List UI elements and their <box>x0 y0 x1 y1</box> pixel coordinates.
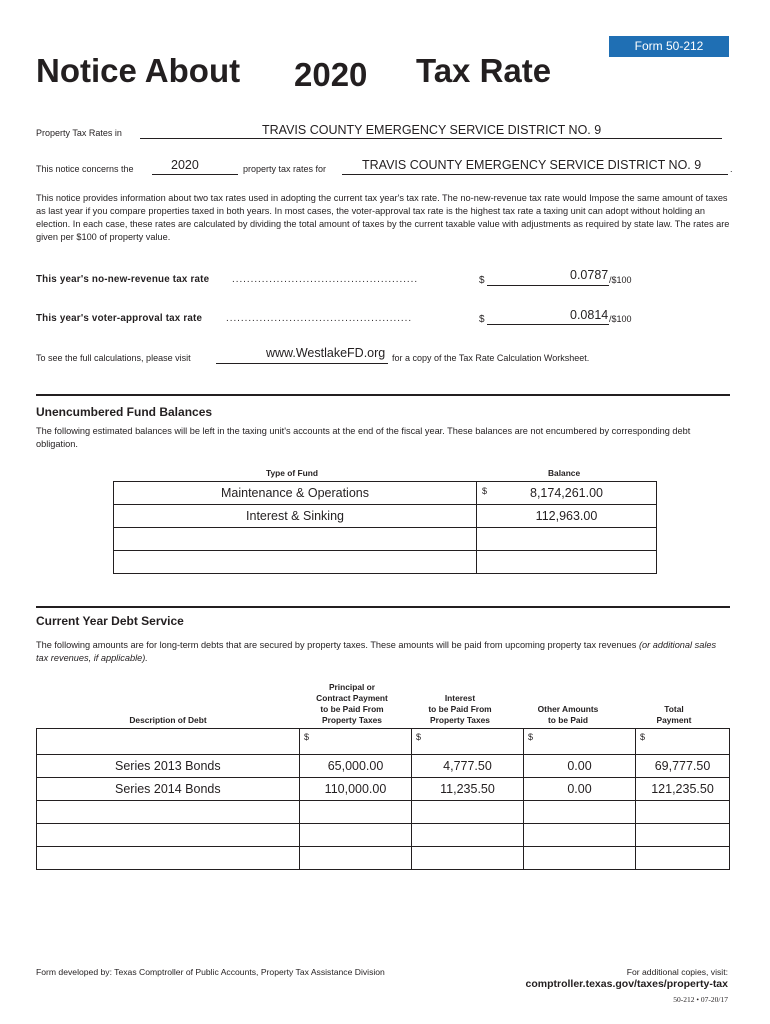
debt-desc-cell[interactable] <box>37 824 300 847</box>
debt-col-total <box>620 704 728 726</box>
fund-balance-cell[interactable] <box>477 482 657 505</box>
debt-col-principal-line: Contract Payment <box>316 693 388 703</box>
debt-desc-cell[interactable] <box>37 847 300 870</box>
table-row <box>114 528 657 551</box>
fund-table <box>113 481 657 574</box>
no-new-revenue-rate-field[interactable]: 0.0787 <box>570 268 609 282</box>
visit-underline <box>216 363 388 364</box>
debt-col-principal <box>298 682 406 726</box>
debt-principal-cell[interactable]: 65,000.00 <box>300 755 412 778</box>
visit-suffix: for a copy of the Tax Rate Calculation Worksheet. <box>392 353 590 363</box>
section-rule-fund <box>36 394 730 396</box>
debt-principal-cell[interactable] <box>300 801 412 824</box>
debt-desc-cell[interactable]: Series 2014 Bonds <box>37 778 300 801</box>
no-new-revenue-underline <box>487 285 609 286</box>
debt-table <box>36 728 730 870</box>
footer-url-link[interactable]: comptroller.texas.gov/taxes/property-tax <box>525 978 728 990</box>
fund-dollar: $ <box>482 486 488 496</box>
debt-other-cell[interactable] <box>524 801 636 824</box>
debt-interest-dollar[interactable]: $ <box>412 729 524 755</box>
debt-desc-cell[interactable] <box>37 801 300 824</box>
table-row <box>37 778 730 801</box>
debt-interest-cell[interactable] <box>412 847 524 870</box>
concerns-rates-label: property tax rates for <box>243 164 327 174</box>
voter-approval-dots: .................................................. <box>226 313 413 324</box>
debt-desc-cell[interactable] <box>37 729 300 755</box>
concerns-year-field[interactable]: 2020 <box>171 158 199 172</box>
concerns-label: This notice concerns the <box>36 164 134 174</box>
title-year[interactable]: 2020 <box>294 56 368 93</box>
fund-type-cell[interactable]: Interest & Sinking <box>114 505 477 528</box>
debt-description <box>36 639 726 665</box>
debt-col-interest-line: Property Taxes <box>430 715 490 725</box>
no-new-revenue-label: This year's no-new-revenue tax rate <box>36 274 210 285</box>
debt-description-text: The following amounts are for long-term debts that are secured by property taxes. These amounts will be paid from upcoming property tax revenues <box>36 640 639 650</box>
debt-principal-cell[interactable]: 110,000.00 <box>300 778 412 801</box>
debt-other-cell[interactable]: 0.00 <box>524 755 636 778</box>
title-tax-rate: Tax Rate <box>416 52 552 89</box>
debt-col-principal-line: to be Paid From <box>320 704 384 714</box>
fund-balance-cell[interactable] <box>477 528 657 551</box>
no-new-revenue-unit: /$100 <box>609 275 632 285</box>
debt-heading: Current Year Debt Service <box>36 614 184 628</box>
rates-in-label: Property Tax Rates in <box>36 128 122 138</box>
intro-paragraph: This notice provides information about two tax rates used in adopting the current tax year's tax rate. The no-new-revenue tax rate would Impose the same amount of taxes as last year if you compare properties taxed in both years. In most cases, the voter-approval tax rate is the highest tax rate a taxing unit can adopt without holding an election. In each case, these rates are calculated by dividing the total amount of taxes by the current taxable value with adjustments as required by state law. The rates are given per $100 of property value. <box>36 193 730 242</box>
table-row <box>37 847 730 870</box>
debt-total-cell[interactable]: 121,235.50 <box>636 778 730 801</box>
rates-in-field[interactable]: TRAVIS COUNTY EMERGENCY SERVICE DISTRICT NO. 9 <box>262 123 602 137</box>
debt-desc-cell[interactable]: Series 2013 Bonds <box>37 755 300 778</box>
debt-other-cell[interactable] <box>524 824 636 847</box>
debt-total-cell[interactable] <box>636 824 730 847</box>
visit-label: To see the full calculations, please visit <box>36 353 191 363</box>
debt-principal-cell[interactable] <box>300 847 412 870</box>
footer-developer: Form developed by: Texas Comptroller of Public Accounts, Property Tax Assistance Division <box>36 967 385 977</box>
debt-total-cell[interactable] <box>636 847 730 870</box>
debt-other-cell[interactable]: 0.00 <box>524 778 636 801</box>
fund-balance-cell[interactable]: 112,963.00 <box>477 505 657 528</box>
table-row <box>37 801 730 824</box>
table-row <box>37 755 730 778</box>
table-row <box>114 482 657 505</box>
debt-description-italic: (or additional sales tax revenues, if applicable). <box>36 640 717 663</box>
debt-other-cell[interactable] <box>524 847 636 870</box>
footer-copies-label: For additional copies, visit: <box>626 967 728 977</box>
fund-col-balance: Balance <box>548 468 581 478</box>
fund-description: The following estimated balances will be left in the taxing unit's accounts at the end of the fiscal year. These balances are not encumbered by corresponding debt obligation. <box>36 426 691 449</box>
fund-heading: Unencumbered Fund Balances <box>36 405 213 419</box>
fund-type-cell[interactable] <box>114 551 477 574</box>
debt-principal-dollar[interactable]: $ <box>300 729 412 755</box>
fund-balance-cell[interactable] <box>477 551 657 574</box>
concerns-period: . <box>730 164 733 174</box>
voter-approval-rate-field[interactable]: 0.0814 <box>570 308 609 322</box>
debt-interest-cell[interactable] <box>412 824 524 847</box>
debt-col-total-line: Payment <box>656 715 692 725</box>
fund-balance-value: 8,174,261.00 <box>530 486 603 500</box>
debt-col-other-line: to be Paid <box>547 715 589 725</box>
table-row <box>37 729 730 755</box>
table-row <box>114 551 657 574</box>
footer-form-code: 50-212 • 07-20/17 <box>673 995 728 1004</box>
table-row <box>37 824 730 847</box>
fund-col-type: Type of Fund <box>266 468 318 478</box>
concerns-year-underline <box>152 174 238 175</box>
debt-interest-cell[interactable]: 4,777.50 <box>412 755 524 778</box>
debt-col-interest <box>406 693 514 726</box>
debt-col-principal-line: Principal or <box>328 682 376 692</box>
debt-total-cell[interactable] <box>636 801 730 824</box>
voter-approval-underline <box>487 324 609 325</box>
debt-col-interest-line: Interest <box>444 693 476 703</box>
debt-col-principal-line: Property Taxes <box>322 715 382 725</box>
debt-interest-cell[interactable] <box>412 801 524 824</box>
debt-principal-cell[interactable] <box>300 824 412 847</box>
concerns-unit-field[interactable]: TRAVIS COUNTY EMERGENCY SERVICE DISTRICT NO. 9 <box>362 158 702 172</box>
debt-col-total-line: Total <box>664 704 684 714</box>
no-new-revenue-dots: .................................................. <box>232 274 419 285</box>
concerns-unit-underline <box>342 174 728 175</box>
visit-url-field[interactable]: www.WestlakeFD.org <box>266 346 386 360</box>
debt-col-other <box>514 704 622 726</box>
debt-col-other-line: Other Amounts <box>537 704 599 714</box>
debt-col-desc: Description of Debt <box>129 715 207 725</box>
fund-type-cell[interactable] <box>114 528 477 551</box>
debt-interest-cell[interactable]: 11,235.50 <box>412 778 524 801</box>
debt-total-dollar[interactable]: $ <box>636 729 730 755</box>
voter-approval-dollar: $ <box>479 314 485 325</box>
debt-other-dollar[interactable]: $ <box>524 729 636 755</box>
debt-total-cell[interactable]: 69,777.50 <box>636 755 730 778</box>
voter-approval-label: This year's voter-approval tax rate <box>36 313 203 324</box>
section-rule-debt <box>36 606 730 608</box>
table-row <box>114 505 657 528</box>
no-new-revenue-dollar: $ <box>479 275 485 286</box>
title-notice-about: Notice About <box>36 52 241 89</box>
form-number-badge: Form 50-212 <box>609 36 729 57</box>
rates-in-underline <box>140 138 722 139</box>
fund-type-cell[interactable]: Maintenance & Operations <box>114 482 477 505</box>
voter-approval-unit: /$100 <box>609 314 632 324</box>
debt-col-interest-line: to be Paid From <box>428 704 492 714</box>
